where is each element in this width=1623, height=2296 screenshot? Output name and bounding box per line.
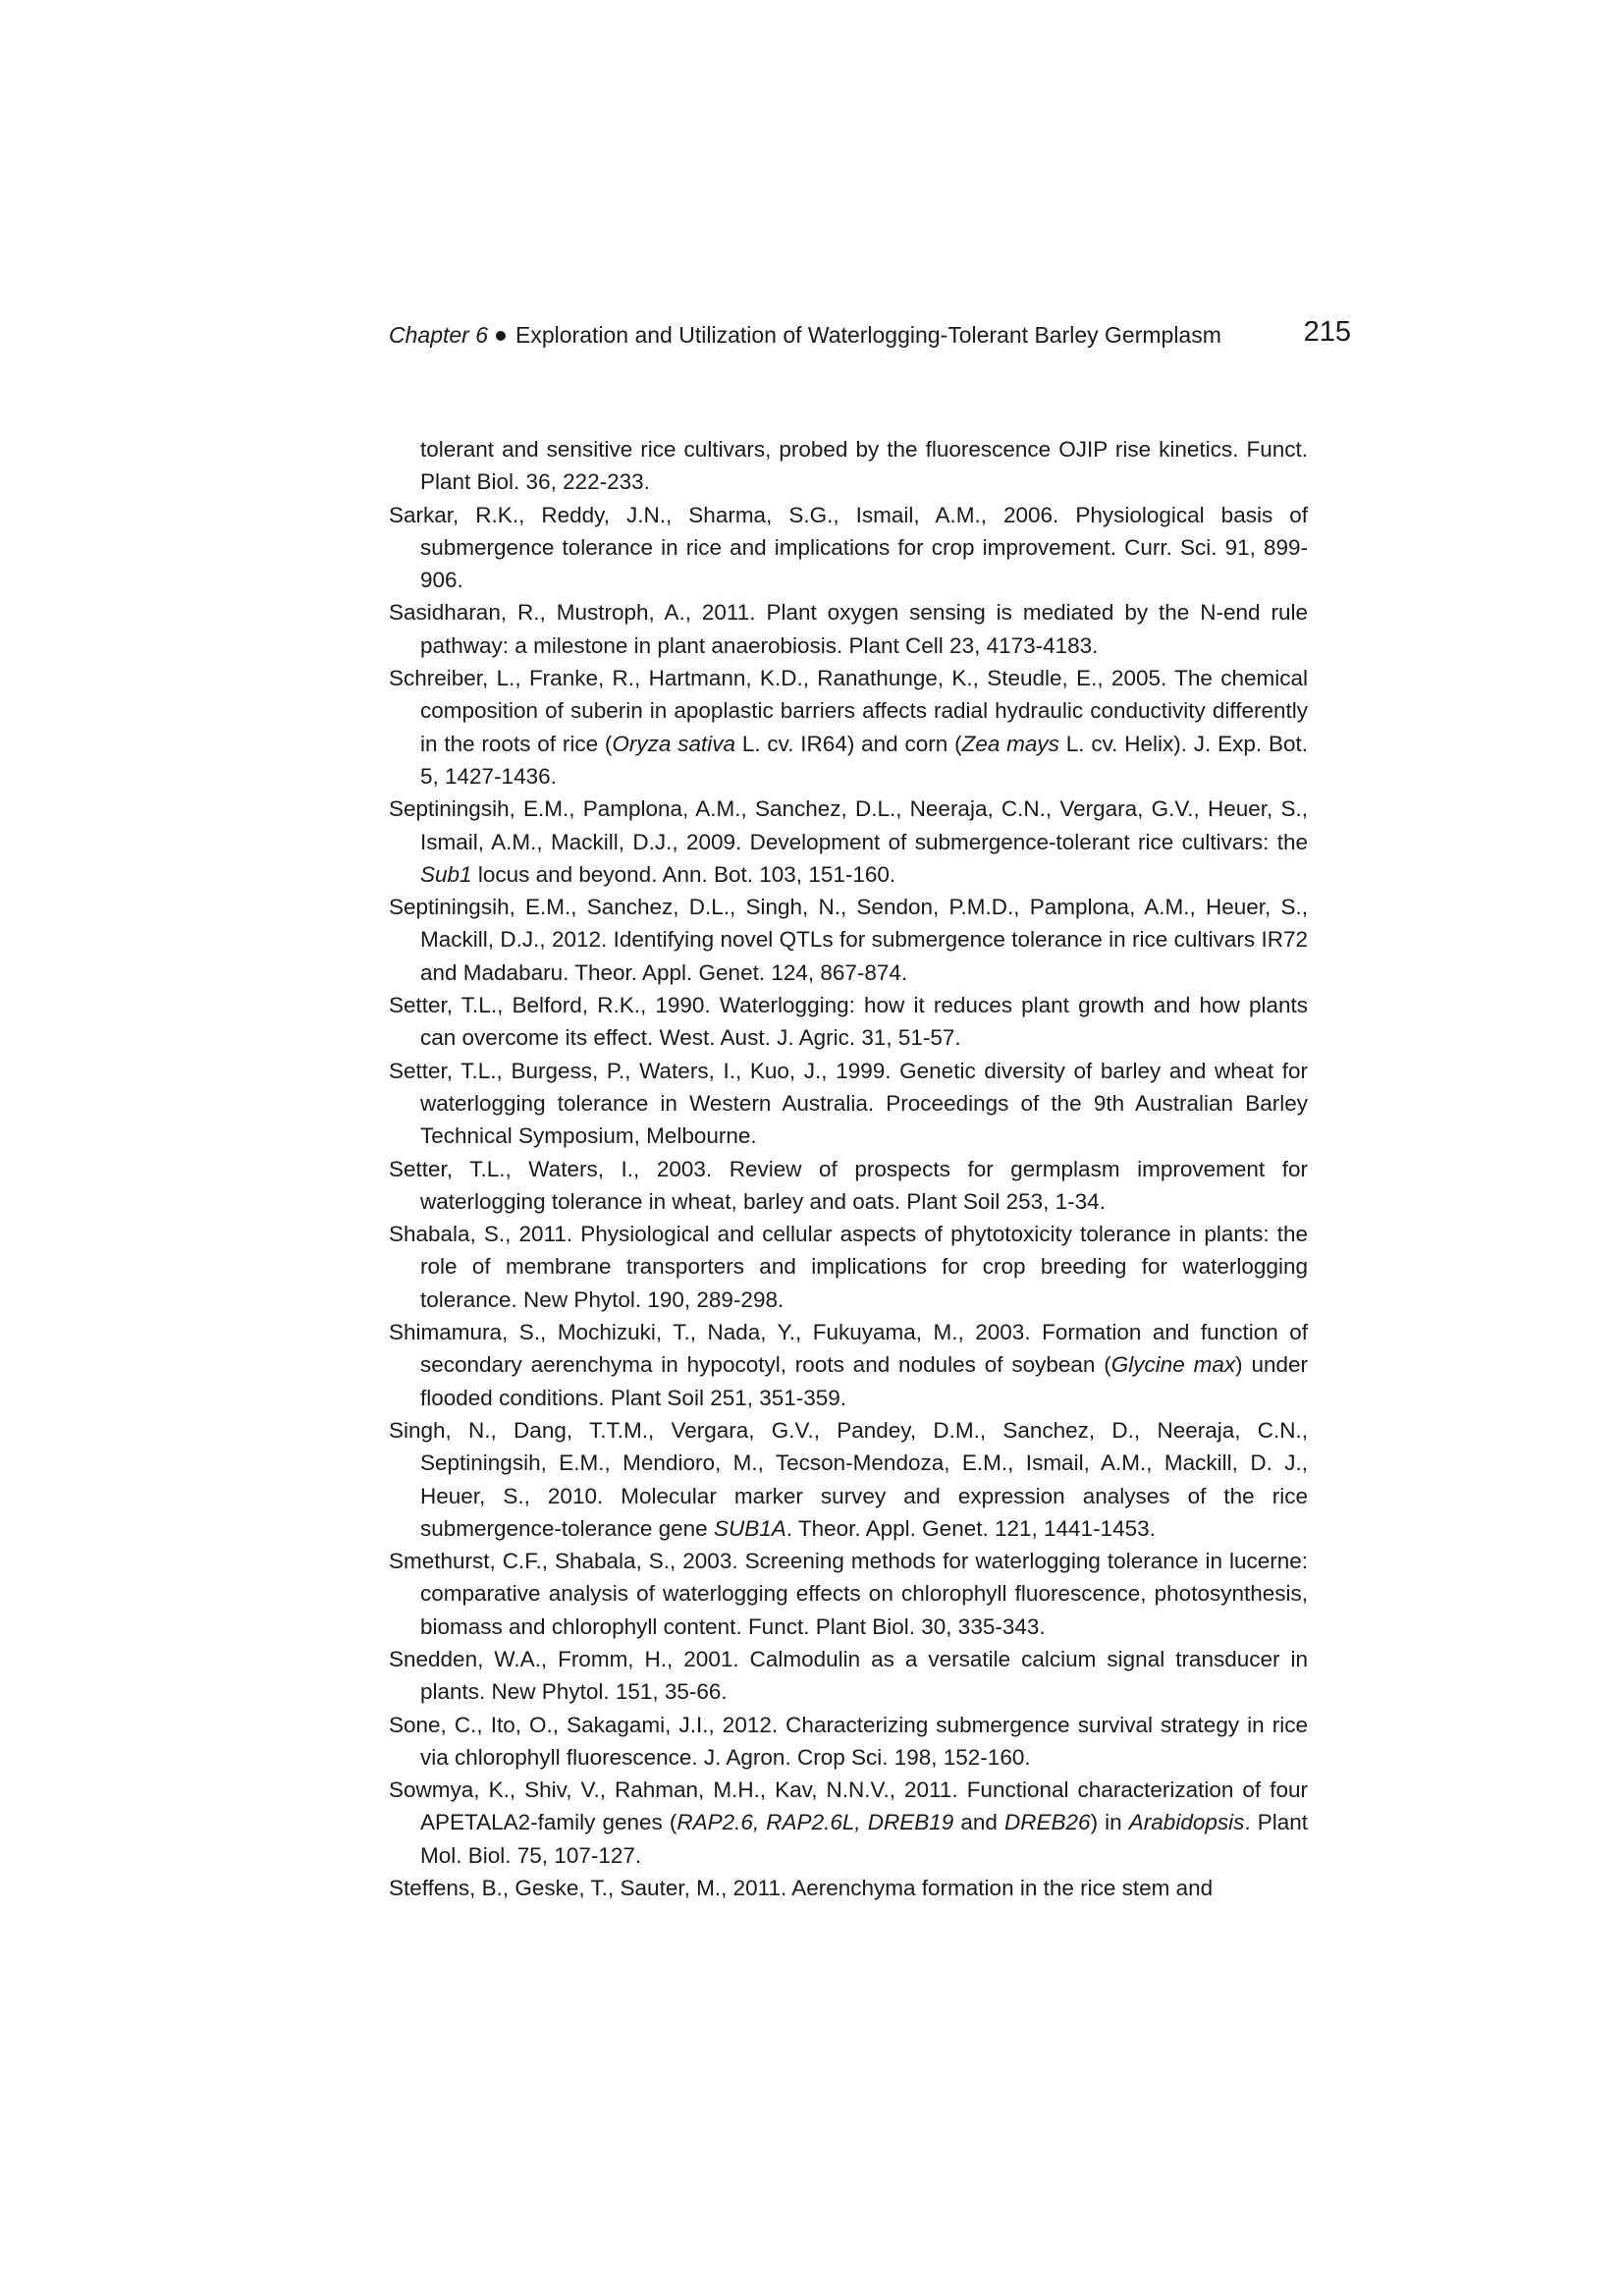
species-name: Oryza sativa <box>612 731 736 756</box>
reference-entry <box>389 596 1308 662</box>
species-name: Glycine max <box>1110 1352 1236 1378</box>
reference-text: Septiningsih, E.M., Pamplona, A.M., Sanchez, D.L., Neeraja, C.N., Vergara, G.V., Heuer, S., Ismail, A.M., Mackill, D.J., 2009. Development of submergence-tolerant rice cultivars: the <box>389 796 1308 854</box>
reference-text: L. cv. IR64) and corn ( <box>735 731 962 756</box>
reference-text: . Plant Mol. Biol. 75, 107-127. <box>420 1810 1309 1868</box>
reference-text: Steffens, B., Geske, T., Sauter, M., 2011. Aerenchyma formation in the rice stem and <box>389 1876 1214 1901</box>
reference-entry <box>389 662 1308 793</box>
reference-text: Shabala, S., 2011. Physiological and cellular aspects of phytotoxicity tolerance in plants: the role of membrane transporters and implications for crop breeding for waterlogging tolerance. New Phytol. 190, 289-298. <box>389 1222 1308 1312</box>
reference-entry <box>389 793 1308 891</box>
reference-text: Schreiber, L., Franke, R., Hartmann, K.D., Ranathunge, K., Steudle, E., 2005. The chemical composition of suberin in apoplastic barriers affects radial hydraulic conductivity differently in the roots of rice ( <box>389 666 1308 756</box>
reference-text: . Theor. Appl. Genet. 121, 1441-1453. <box>785 1515 1156 1541</box>
reference-text: ) in <box>1090 1810 1129 1835</box>
running-head-text <box>389 322 1221 349</box>
gene-name: Sub1 <box>420 861 472 887</box>
reference-text: Snedden, W.A., Fromm, H., 2001. Calmodulin as a versatile calcium signal transducer in plants. New Phytol. 151, 35-66. <box>389 1646 1308 1705</box>
reference-entry <box>389 499 1308 597</box>
reference-text: ) under flooded conditions. Plant Soil 251, 351-359. <box>420 1352 1308 1410</box>
reference-text: L. cv. Helix). J. Exp. Bot. 5, 1427-1436. <box>420 731 1308 789</box>
species-name: Arabidopsis <box>1128 1810 1245 1835</box>
reference-entry <box>389 989 1308 1055</box>
reference-entry <box>389 1218 1308 1316</box>
reference-entry <box>389 1055 1308 1153</box>
reference-entry <box>389 1316 1308 1414</box>
reference-text: Sarkar, R.K., Reddy, J.N., Sharma, S.G., Ismail, A.M., 2006. Physiological basis of submergence tolerance in rice and implications for crop improvement. Curr. Sci. 91, 899-906. <box>389 502 1308 593</box>
reference-entry <box>389 1774 1308 1872</box>
species-name: Zea mays <box>961 731 1059 756</box>
reference-text: Sowmya, K., Shiv, V., Rahman, M.H., Kav, N.N.V., 2011. Functional characterization of four APETALA2-family genes ( <box>389 1777 1308 1835</box>
reference-text: Smethurst, C.F., Shabala, S., 2003. Screening methods for waterlogging tolerance in lucerne: comparative analysis of waterlogging effects on chlorophyll fluorescence, photosynthesis, biomass and chlorophyll content. Funct. Plant Biol. 30, 335-343. <box>389 1549 1308 1639</box>
reference-text: locus and beyond. Ann. Bot. 103, 151-160. <box>471 861 896 887</box>
reference-entry <box>389 1153 1308 1219</box>
reference-text: Setter, T.L., Burgess, P., Waters, I., Kuo, J., 1999. Genetic diversity of barley and wheat for waterlogging tolerance in Western Australia. Proceedings of the 9th Australian Barley Technical Symposium, Melbourne. <box>389 1058 1308 1149</box>
gene-name: DREB26 <box>1004 1810 1091 1835</box>
reference-entry <box>389 1545 1308 1643</box>
reference-text: Singh, N., Dang, T.T.M., Vergara, G.V., Pandey, D.M., Sanchez, D., Neeraja, C.N., Septiningsih, E.M., Mendioro, M., Tecson-Mendoza, E.M., Ismail, A.M., Mackill, D. J., Heuer, S., 2010. Molecular marker survey and expression analyses of the rice submergence-tolerance gene <box>389 1417 1308 1541</box>
reference-entry <box>389 433 1308 499</box>
gene-name: RAP2.6, RAP2.6L, DREB19 <box>676 1810 954 1835</box>
chapter-title: Exploration and Utilization of Waterlogging-Tolerant Barley Germplasm <box>515 322 1221 348</box>
reference-entry <box>389 1643 1308 1709</box>
gene-name: SUB1A <box>713 1515 786 1541</box>
reference-text: tolerant and sensitive rice cultivars, probed by the fluorescence OJIP rise kinetics. Funct. Plant Biol. 36, 222-233. <box>420 437 1308 495</box>
running-header <box>389 316 1351 355</box>
reference-text: Setter, T.L., Belford, R.K., 1990. Waterlogging: how it reduces plant growth and how plants can overcome its effect. West. Aust. J. Agric. 31, 51-57. <box>389 993 1308 1051</box>
reference-text: Shimamura, S., Mochizuki, T., Nada, Y., Fukuyama, M., 2003. Formation and function of secondary aerenchyma in hypocotyl, roots and nodules of soybean ( <box>389 1320 1308 1378</box>
reference-entry <box>389 1872 1308 1904</box>
reference-text: Sasidharan, R., Mustroph, A., 2011. Plant oxygen sensing is mediated by the N-end rule pathway: a milestone in plant anaerobiosis. Plant Cell 23, 4173-4183. <box>389 600 1308 658</box>
bullet-icon <box>496 331 506 341</box>
reference-entry <box>389 891 1308 989</box>
reference-text: Septiningsih, E.M., Sanchez, D.L., Singh, N., Sendon, P.M.D., Pamplona, A.M., Heuer, S., Mackill, D.J., 2012. Identifying novel QTLs for submergence tolerance in rice cultivars IR72 and Madabaru. Theor. Appl. Genet. 124, 867-874. <box>389 895 1308 985</box>
reference-entry <box>389 1709 1308 1775</box>
chapter-label: Chapter 6 <box>389 322 489 348</box>
reference-text: Sone, C., Ito, O., Sakagami, J.I., 2012. Characterizing submergence survival strategy in rice via chlorophyll fluorescence. J. Agron. Crop Sci. 198, 152-160. <box>389 1712 1308 1770</box>
reference-text: and <box>953 1810 1005 1835</box>
reference-text: Setter, T.L., Waters, I., 2003. Review of prospects for germplasm improvement for waterlogging tolerance in wheat, barley and oats. Plant Soil 253, 1-34. <box>389 1156 1308 1214</box>
reference-entry <box>389 1414 1308 1545</box>
page-number: 215 <box>1303 316 1351 348</box>
reference-list <box>389 433 1308 1904</box>
